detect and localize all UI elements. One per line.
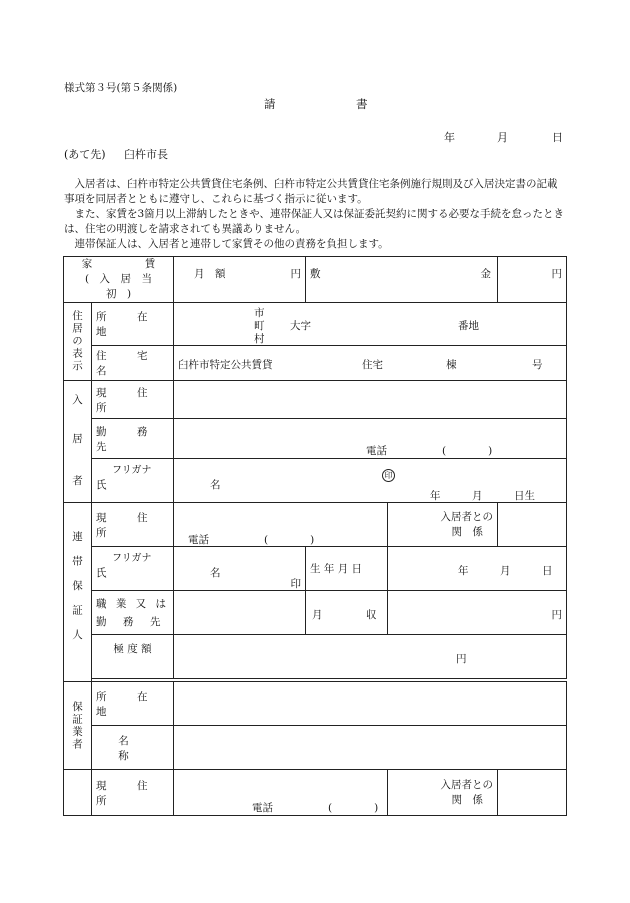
house-value-cell[interactable] <box>174 346 567 381</box>
guarantor-furigana-label: フリガナ <box>112 553 152 564</box>
addressee-label: (あて先) <box>64 148 106 161</box>
guarantor-relation-label-2: 関 係 <box>451 525 484 538</box>
deposit-yen: 円 <box>551 268 563 280</box>
guarantor-birth-label-cell <box>306 547 388 591</box>
city-machi: 町 <box>254 320 265 332</box>
tenant-address-label-cell <box>92 381 178 419</box>
house-prefix: 臼杵市特定公共賃貸 <box>178 359 273 371</box>
monthly-rent-cell[interactable] <box>174 257 306 303</box>
extra-blank-cell <box>64 770 92 816</box>
guarantor-limit-yen: 円 <box>456 653 467 665</box>
company-name-row <box>64 726 567 770</box>
rent-label-cell <box>64 257 174 303</box>
tenant-section-char-1: 入 <box>72 394 83 407</box>
company-name-label-cell <box>92 726 233 770</box>
tenant-name-label: 氏 名 <box>96 479 239 491</box>
location-label-cell <box>92 303 178 346</box>
guarantor-address-field[interactable] <box>174 503 388 547</box>
house-jutaku: 住宅 <box>362 359 384 371</box>
paragraph-1: 入居者は、臼杵市特定公共賃貸住宅条例、臼杵市特定公共賃貸住宅条例施行規則及び入居決定書の記載事項を同居者とともに遵守し、これらに基づく指示に従います。 <box>64 178 558 205</box>
location-label: 所 在 地 <box>96 311 178 338</box>
tenant-name-label-cell <box>92 459 239 503</box>
guarantor-section-label: 連帯保証人 <box>71 530 83 654</box>
tenant-furigana-label: フリガナ <box>112 465 152 476</box>
guarantor-limit-label-cell <box>92 635 174 679</box>
company-location-label: 所 在 地 <box>96 690 178 718</box>
extra-relation-label-cell <box>388 770 498 816</box>
tenant-tel-paren: ( ) <box>442 445 493 457</box>
guarantor-name-label-cell <box>92 547 239 591</box>
guarantor-job-label-cell <box>92 591 174 635</box>
tenant-work-row <box>64 419 567 459</box>
deposit-label-2: 金 <box>480 268 492 280</box>
rent-label-note: ( 入 居 当 初 ) <box>84 273 163 300</box>
guarantor-address-row <box>64 503 567 547</box>
deposit-amount-cell[interactable] <box>498 257 567 303</box>
guarantor-birth-value: 年 月 日 <box>458 565 553 577</box>
form-number: 様式第３号(第５条関係) <box>64 82 178 94</box>
guarantor-job-label-2: 勤 務 先 <box>96 615 164 628</box>
guarantor-limit-field[interactable] <box>174 635 567 679</box>
tenant-address-row <box>64 381 567 419</box>
extra-tel-label: 電話 <box>252 802 274 814</box>
extra-address-label-cell <box>92 770 178 816</box>
guarantor-limit-label: 極 度 額 <box>113 643 152 655</box>
deposit-cell[interactable] <box>306 257 498 303</box>
guarantor-address-label-cell <box>92 503 178 547</box>
tenant-section-cell-1 <box>64 381 92 419</box>
house-label-cell <box>92 346 178 381</box>
rent-row <box>64 257 567 303</box>
extra-tel-paren: ( ) <box>328 802 379 814</box>
page-title: 請 書 <box>264 97 368 111</box>
date-month: 月 <box>497 131 508 144</box>
extra-relation-field[interactable] <box>498 770 567 816</box>
company-location-label-cell <box>92 682 178 726</box>
extra-address-row <box>64 770 567 816</box>
tenant-name-row <box>64 459 567 503</box>
guarantor-job-field[interactable] <box>174 591 306 635</box>
banchi-label: 番地 <box>458 320 480 332</box>
company-section-label: 保証業者 <box>71 700 83 751</box>
tenant-work-field[interactable] <box>174 419 567 459</box>
extra-relation-label-1: 入居者との <box>440 778 494 791</box>
company-name-label: 名 称 <box>118 734 233 762</box>
guarantor-income-yen: 円 <box>551 609 563 621</box>
body-text <box>64 177 564 252</box>
date-year: 年 <box>444 131 455 144</box>
guarantor-address-label: 現 住 所 <box>96 511 178 539</box>
residence-section-label: 住居の表示 <box>71 310 83 373</box>
house-label: 住 宅 名 <box>96 350 178 377</box>
guarantor-name-row <box>64 547 567 591</box>
location-value-cell[interactable] <box>174 303 567 346</box>
tenant-birth-date: 年 月 日生 <box>430 490 536 502</box>
rent-label: 家 賃 <box>81 258 156 270</box>
tenant-work-label: 勤 務 先 <box>96 425 178 453</box>
tenant-seal-mark: 印 <box>382 469 395 482</box>
guarantor-income-label-1: 月 <box>312 609 323 621</box>
guarantor-job-label-1: 職 業 又 は <box>96 597 170 610</box>
extra-relation-label-2: 関 係 <box>451 793 484 806</box>
guarantor-income-field[interactable] <box>388 591 567 635</box>
aza-label: 大字 <box>290 320 312 332</box>
company-location-field[interactable] <box>174 682 567 726</box>
guarantor-income-label-cell <box>306 591 388 635</box>
guarantor-limit-row <box>64 635 567 679</box>
application-form-table <box>63 256 567 816</box>
guarantor-relation-label-1: 入居者との <box>440 510 494 523</box>
addressee: 臼杵市長 <box>124 148 168 161</box>
guarantor-birth-label: 生 年 月 日 <box>310 563 363 575</box>
tenant-name-field[interactable] <box>174 459 567 503</box>
guarantor-tel-label: 電話 <box>188 534 210 546</box>
deposit-label: 敷 <box>310 268 321 280</box>
guarantor-relation-field[interactable] <box>498 503 567 547</box>
city-mura: 村 <box>254 333 265 345</box>
monthly-label: 月 額 <box>194 268 226 280</box>
tenant-address-label: 現 住 所 <box>96 386 178 414</box>
residence-section-cell <box>64 303 92 381</box>
guarantor-section-cell <box>64 503 92 682</box>
guarantor-job-row <box>64 591 567 635</box>
residence-location-row <box>64 303 567 346</box>
house-to: 棟 <box>446 359 457 371</box>
tenant-section-char-3: 者 <box>72 474 83 487</box>
monthly-yen: 円 <box>290 268 302 280</box>
tenant-section-char-2: 居 <box>72 433 83 445</box>
tenant-work-label-cell <box>92 419 178 459</box>
guarantor-name-field[interactable] <box>174 547 306 591</box>
guarantor-relation-label-cell <box>388 503 498 547</box>
guarantor-name-label: 氏 名 <box>96 567 239 579</box>
house-go: 号 <box>532 359 543 371</box>
paragraph-2: また、家賃を3箇月以上滞納したときや、連帯保証人又は保証委託契約に関する必要な手続を怠ったときは、住宅の明渡しを請求されても異議ありません。 <box>64 208 564 235</box>
paragraph-3: 連帯保証人は、入居者と連帯して家賃その他の責務を負担します。 <box>74 238 389 250</box>
tenant-section-cell-2 <box>64 419 92 459</box>
company-name-field[interactable] <box>174 726 567 770</box>
city-shi: 市 <box>254 307 265 319</box>
date-day: 日 <box>552 131 563 144</box>
tenant-tel-label: 電話 <box>366 445 388 457</box>
residence-house-row <box>64 346 567 381</box>
extra-address-field[interactable] <box>174 770 388 816</box>
company-section-cell <box>64 682 92 770</box>
tenant-section-cell-3 <box>64 459 92 503</box>
guarantor-birth-field[interactable] <box>388 547 567 591</box>
extra-address-label: 現 住 所 <box>96 779 178 807</box>
company-location-row <box>64 682 567 726</box>
guarantor-income-label-2: 収 <box>366 609 377 621</box>
tenant-address-field[interactable] <box>174 381 567 419</box>
guarantor-seal-label: 印 <box>290 578 302 590</box>
guarantor-tel-paren: ( ) <box>264 534 315 546</box>
